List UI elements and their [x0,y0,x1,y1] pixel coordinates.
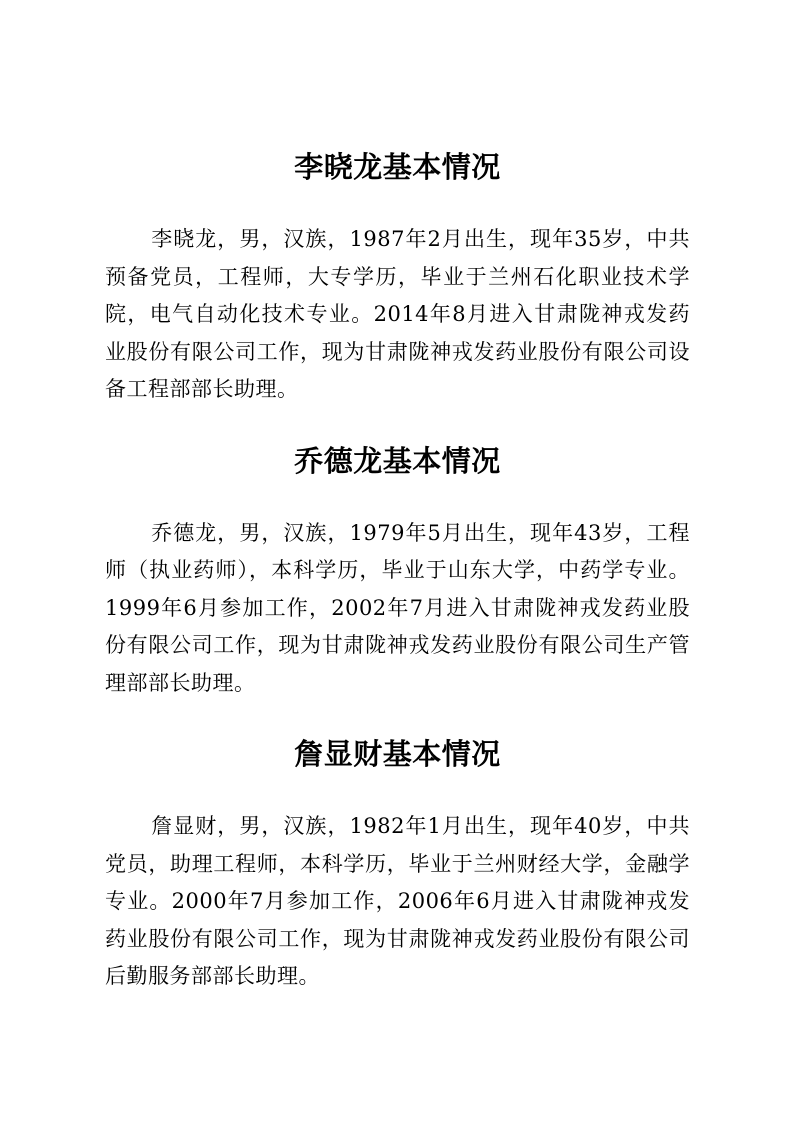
profile-section-zhan-xiancai [105,735,690,996]
profile-section-li-xiaolong [105,148,690,409]
section-paragraph: 乔德龙，男，汉族，1979年5月出生，现年43岁，工程师（执业药师），本科学历，毕业于山东大学，中药学专业。1999年6月参加工作，2002年7月进入甘肃陇神戎发药业股份有限公司工作，现为甘肃陇神戎发药业股份有限公司生产管理部部长助理。 [105,520,690,695]
section-paragraph: 詹显财，男，汉族，1982年1月出生，现年40岁，中共党员，助理工程师，本科学历，毕业于兰州财经大学，金融学专业。2000年7月参加工作，2006年6月进入甘肃陇神戎发药业股份有限公司工作，现为甘肃陇神戎发药业股份有限公司后勤服务部部长助理。 [105,814,690,988]
section-title: 李晓龙基本情况 [294,150,501,184]
section-title: 詹显财基本情况 [294,737,501,771]
section-paragraph: 李晓龙，男，汉族，1987年2月出生，现年35岁，中共预备党员，工程师，大专学历，毕业于兰州石化职业技术学院，电气自动化技术专业。2014年8月进入甘肃陇神戎发药业股份有限公司工作，现为甘肃陇神戎发药业股份有限公司设备工程部部长助理。 [105,227,690,401]
section-title: 乔德龙基本情况 [294,443,501,478]
profile-section-qiao-delong [105,442,690,703]
